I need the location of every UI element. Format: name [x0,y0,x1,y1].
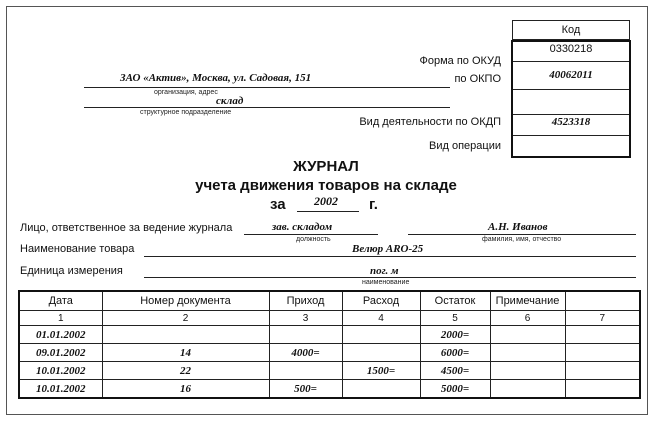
unit-label: Единица измерения [20,265,123,277]
cell-income: 500= [269,380,342,399]
product-value: Велюр АRО-25 [352,243,424,255]
cell-balance: 5000= [420,380,490,399]
column-number: 7 [565,311,640,326]
table-row [19,362,640,380]
column-number: 3 [269,311,342,326]
unit-underline [144,277,636,278]
product-underline [144,256,636,257]
cell-extra [565,362,640,380]
journal-subtitle: учета движения товаров на складе [195,177,457,194]
product-label: Наименование товара [20,243,135,255]
period-prefix: за [270,196,286,213]
header-date: Дата [19,291,102,311]
table-row [19,380,640,399]
unit-value: пог. м [370,265,399,277]
cell-income: 4000= [269,344,342,362]
department-caption: структурное подразделение [140,109,232,116]
cell-date: 01.01.2002 [19,326,102,344]
column-number: 1 [19,311,102,326]
responsible-name-caption: фамилия, имя, отчество [482,236,562,243]
table-column-numbers-row [19,311,640,326]
header-balance: Остаток [420,291,490,311]
cell-date: 10.01.2002 [19,380,102,399]
cell-balance: 2000= [420,326,490,344]
responsible-name-underline [408,234,636,235]
cell-expense [342,344,420,362]
cell-balance: 4500= [420,362,490,380]
cell-extra [565,380,640,399]
codes-header: Код [512,20,630,40]
cell-note [490,344,565,362]
cell-balance: 6000= [420,344,490,362]
cell-document-number: 22 [102,362,269,380]
cell-expense [342,326,420,344]
period-year-underline [297,211,359,212]
table-header-row [19,291,640,311]
cell-expense [342,380,420,399]
responsible-name: А.Н. Иванов [488,221,548,233]
cell-document-number: 14 [102,344,269,362]
cell-note [490,326,565,344]
journal-title: ЖУРНАЛ [293,158,359,175]
column-number: 2 [102,311,269,326]
header-document-number: Номер документа [102,291,269,311]
cell-extra [565,326,640,344]
cell-date: 10.01.2002 [19,362,102,380]
table-row [19,344,640,362]
organization-underline [84,87,450,88]
header-extra [565,291,640,311]
period-year: 2002 [314,194,338,208]
column-number: 4 [342,311,420,326]
header-expense: Расход [342,291,420,311]
cell-expense: 1500= [342,362,420,380]
okpo-label: по ОКПО [454,73,501,85]
cell-date: 09.01.2002 [19,344,102,362]
okpo-code: 40062011 [549,69,593,81]
cell-income [269,326,342,344]
unit-caption: наименование [362,279,410,286]
table-row [19,326,640,344]
cell-note [490,380,565,399]
cell-extra [565,344,640,362]
column-number: 6 [490,311,565,326]
responsible-position-underline [244,234,378,235]
period-suffix: г. [369,196,378,213]
cell-document-number [102,326,269,344]
okdp-label: Вид деятельности по ОКДП [359,116,501,128]
column-number: 5 [420,311,490,326]
cell-document-number: 16 [102,380,269,399]
codes-values-frame [511,40,631,158]
okud-code: 0330218 [549,43,593,55]
operation-label: Вид операции [429,140,501,152]
okdp-code: 4523318 [551,116,591,128]
code-separator [513,114,629,115]
code-separator [513,61,629,62]
header-income: Приход [269,291,342,311]
code-separator [513,135,629,136]
responsible-position-caption: должность [296,236,331,243]
header-note: Примечание [490,291,565,311]
code-separator [513,89,629,90]
cell-note [490,362,565,380]
department-underline [84,107,450,108]
organization-value: ЗАО «Актив», Москва, ул. Садовая, 151 [120,72,312,84]
responsible-position: зав. складом [272,221,333,233]
cell-income [269,362,342,380]
responsible-label: Лицо, ответственное за ведение журнала [20,222,233,234]
organization-caption: организация, адрес [154,89,218,96]
codes-box [511,20,631,158]
department-value: склад [216,95,244,107]
okud-label: Форма по ОКУД [419,55,501,67]
journal-table [18,290,641,399]
